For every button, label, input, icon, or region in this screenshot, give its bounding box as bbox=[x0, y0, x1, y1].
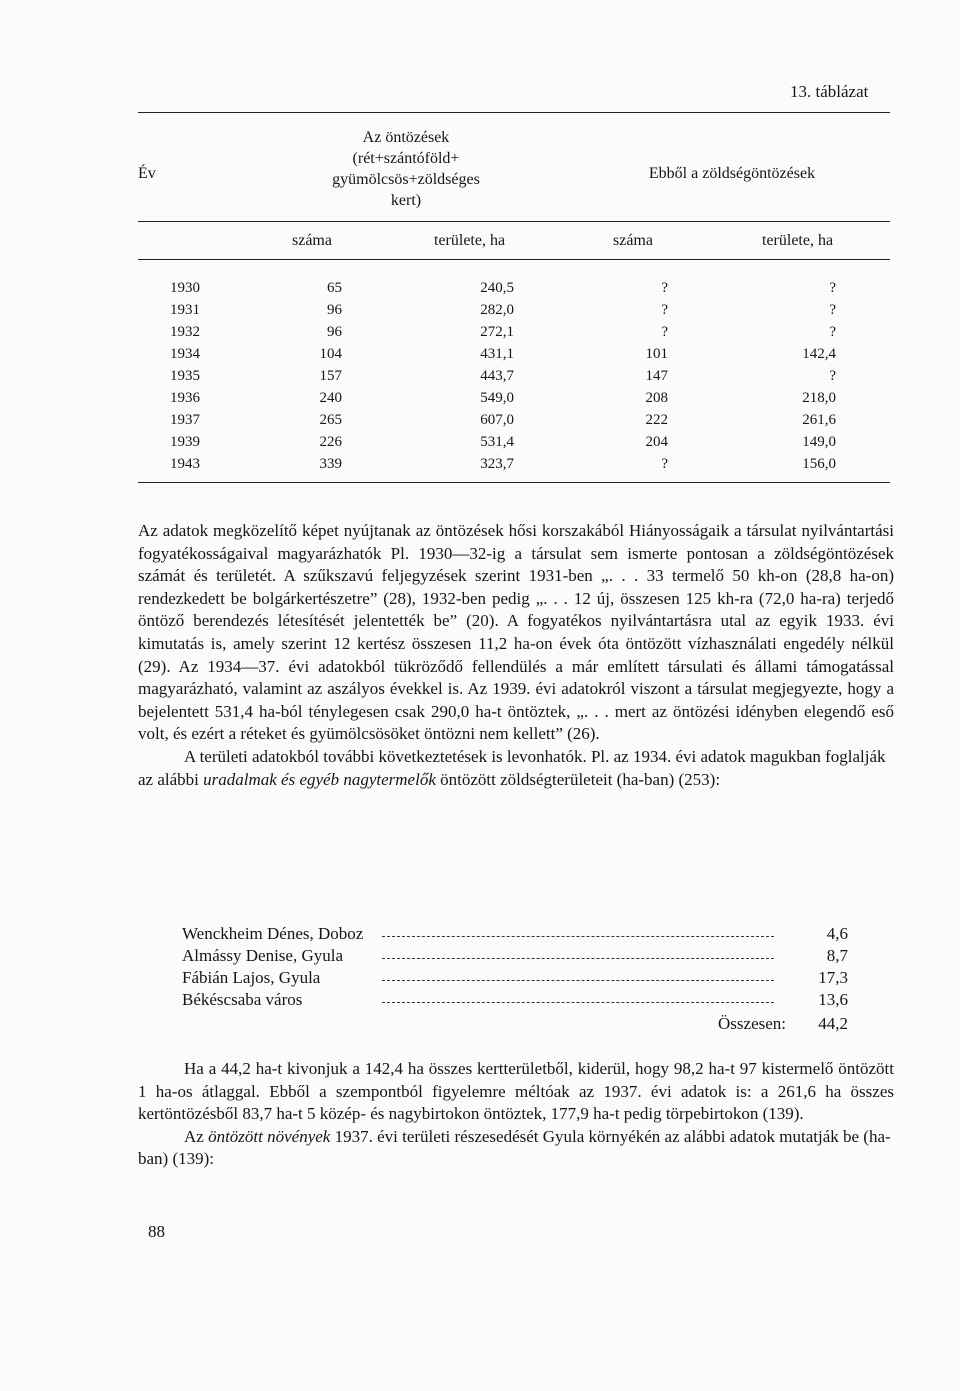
cell-veg-area: 218,0 bbox=[802, 390, 836, 406]
paragraph: Ha a 44,2 ha-t kivonjuk a 142,4 ha összes kertterületből, kiderül, hogy 98,2 ha-t 97 kistermelő öntözött 1 ha-os átlaggal. Ebből a szempontból figyelemre méltóak az 1937. évi adatok is: a 261,6 ha összes kertöntözésből 83,7 ha-t 5 közép- és nagybirtokon öntöztek, 177,9 ha-t pedig törpebirtokon (139). bbox=[138, 1059, 894, 1124]
header-bottom-rule bbox=[138, 259, 890, 260]
leader-dashes bbox=[382, 936, 774, 937]
list-total bbox=[182, 1012, 848, 1036]
total-value: 44,2 bbox=[818, 1014, 848, 1033]
cell-count: 96 bbox=[327, 324, 342, 340]
list-item bbox=[182, 946, 848, 968]
cell-veg-count: 204 bbox=[645, 434, 668, 450]
header-line: (rét+szántóföld+ bbox=[352, 150, 460, 167]
text-run: 1937. évi területi részesedését Gyula környékén az alábbi adatok mutatják be (ha-ban) (139): bbox=[138, 1126, 891, 1169]
cell-veg-area: ? bbox=[829, 368, 836, 384]
cell-area: 443,7 bbox=[480, 368, 514, 384]
table-row bbox=[0, 434, 960, 456]
cell-count: 157 bbox=[319, 368, 342, 384]
grower-list bbox=[182, 924, 848, 1036]
list-item bbox=[182, 990, 848, 1012]
subheader-count-1: száma bbox=[292, 232, 332, 249]
header-irrigation-total bbox=[306, 127, 506, 211]
cell-year: 1931 bbox=[170, 302, 200, 318]
table-label: 13. táblázat bbox=[790, 82, 869, 101]
cell-veg-area: ? bbox=[829, 302, 836, 318]
table-row bbox=[0, 302, 960, 324]
cell-veg-area: 156,0 bbox=[802, 456, 836, 472]
grower-name: Almássy Denise, Gyula bbox=[182, 946, 349, 966]
table-row bbox=[0, 412, 960, 434]
emphasis: öntözött növények bbox=[208, 1126, 331, 1146]
table-bottom-rule bbox=[138, 482, 890, 483]
table-row bbox=[0, 456, 960, 478]
grower-area: 17,3 bbox=[818, 968, 848, 987]
subheader-area-1: területe, ha bbox=[434, 232, 506, 249]
cell-year: 1930 bbox=[170, 280, 200, 296]
total-label: Összesen: bbox=[718, 1014, 786, 1033]
cell-count: 65 bbox=[327, 280, 342, 296]
cell-veg-area: 261,6 bbox=[802, 412, 836, 428]
text-run: öntözött zöldségterületeit (ha-ban) (253): bbox=[435, 769, 721, 789]
grower-area: 13,6 bbox=[818, 990, 848, 1009]
body-text-2 bbox=[138, 1058, 894, 1171]
cell-veg-area: ? bbox=[829, 280, 836, 296]
cell-year: 1932 bbox=[170, 324, 200, 340]
cell-count: 339 bbox=[319, 456, 342, 472]
cell-veg-count: ? bbox=[661, 280, 668, 296]
paragraph bbox=[138, 1126, 894, 1171]
body-text-1 bbox=[138, 520, 894, 791]
grower-area: 8,7 bbox=[826, 946, 848, 965]
cell-year: 1934 bbox=[170, 346, 200, 362]
table-row bbox=[0, 280, 960, 302]
list-item bbox=[182, 968, 848, 990]
cell-area: 549,0 bbox=[480, 390, 514, 406]
grower-name: Fábián Lajos, Gyula bbox=[182, 968, 326, 988]
subheader-count-2: száma bbox=[613, 232, 653, 249]
cell-area: 272,1 bbox=[480, 324, 514, 340]
text-run: A területi adatokból további következtetések is levonhatók. Pl. az 1934. évi adatok magukban foglalják az alábbi bbox=[138, 746, 886, 789]
header-line: gyümölcsös+zöldséges bbox=[332, 171, 480, 188]
cell-area: 531,4 bbox=[480, 434, 514, 450]
cell-count: 240 bbox=[319, 390, 342, 406]
table-row bbox=[0, 390, 960, 412]
cell-count: 96 bbox=[327, 302, 342, 318]
header-line: kert) bbox=[390, 192, 422, 209]
list-item bbox=[182, 924, 848, 946]
cell-area: 323,7 bbox=[480, 456, 514, 472]
cell-veg-count: ? bbox=[661, 302, 668, 318]
cell-veg-area: 142,4 bbox=[802, 346, 836, 362]
leader-dashes bbox=[382, 958, 774, 959]
cell-year: 1935 bbox=[170, 368, 200, 384]
page-number: 88 bbox=[148, 1222, 165, 1241]
cell-veg-area: ? bbox=[829, 324, 836, 340]
cell-year: 1937 bbox=[170, 412, 200, 428]
cell-veg-count: 101 bbox=[645, 346, 668, 362]
subheader-area-2: területe, ha bbox=[762, 232, 834, 249]
leader-dashes bbox=[382, 980, 774, 981]
table-row bbox=[0, 346, 960, 368]
header-year: Év bbox=[138, 165, 156, 182]
cell-count: 265 bbox=[319, 412, 342, 428]
grower-name: Békéscsaba város bbox=[182, 990, 308, 1010]
cell-veg-area: 149,0 bbox=[802, 434, 836, 450]
cell-veg-count: 222 bbox=[645, 412, 668, 428]
header-vegetable-irrigation: Ebből a zöldségöntözések bbox=[648, 165, 816, 182]
table-top-rule bbox=[138, 112, 890, 113]
cell-area: 431,1 bbox=[480, 346, 514, 362]
cell-veg-count: 208 bbox=[645, 390, 668, 406]
cell-year: 1939 bbox=[170, 434, 200, 450]
table-row bbox=[0, 324, 960, 346]
emphasis: uradalmak és egyéb nagytermelők bbox=[203, 769, 436, 789]
leader-dashes bbox=[382, 1002, 774, 1003]
table-row bbox=[0, 368, 960, 390]
cell-area: 240,5 bbox=[480, 280, 514, 296]
header-mid-rule bbox=[138, 221, 890, 222]
cell-area: 282,0 bbox=[480, 302, 514, 318]
cell-year: 1936 bbox=[170, 390, 200, 406]
grower-area: 4,6 bbox=[826, 924, 848, 943]
grower-name: Wenckheim Dénes, Doboz bbox=[182, 924, 369, 944]
header-line: Az öntözések bbox=[362, 129, 450, 146]
paragraph: Az adatok megközelítő képet nyújtanak az öntözések hősi korszakából Hiányosságaik a társulat nyilvántartási fogyatékosságaival magyarázhatók Pl. 1930—32-ig a társulat sem ismerte pontosan a zöldségöntözések számát és területét. A szűkszavú feljegyzések szerint 1931-ben „. . . 33 termelő 50 kh-on (28,8 ha-on) rendezkedett be bolgárkertészetre” (28), 1932-ben pedig „. . . 12 új, összesen 125 kh-ra (72,0 ha-ra) terjedő öntöző berendezés létesítését jelentették be” (20). A fogyatékos nyilvántartásra utal az egyik 1933. évi kimutatás is, amely szerint 12 kertész összesen 11,2 ha-on évek óta öntözött vízhasználati engedély nélkül (29). Az 1934—37. évi adatokból tükröződő fellendülés a már említett társulati és állami támogatással magyarázható, valamint az aszályos évekkel is. Az 1939. évi adatokról viszont a társulat megjegyezte, hogy a bejelentett 531,4 ha-ból ténylegesen csak 290,0 ha-t öntöztek, „. . . mert az öntözési idényben elegendő eső volt, és ezért a réteket és gyümölcsösöket öntözni nem kellett” (26). bbox=[138, 521, 894, 744]
cell-area: 607,0 bbox=[480, 412, 514, 428]
paragraph bbox=[138, 746, 894, 791]
cell-year: 1943 bbox=[170, 456, 200, 472]
text-run: Az bbox=[184, 1126, 209, 1146]
cell-veg-count: ? bbox=[661, 456, 668, 472]
cell-veg-count: ? bbox=[661, 324, 668, 340]
cell-veg-count: 147 bbox=[645, 368, 668, 384]
cell-count: 226 bbox=[319, 434, 342, 450]
cell-count: 104 bbox=[319, 346, 342, 362]
